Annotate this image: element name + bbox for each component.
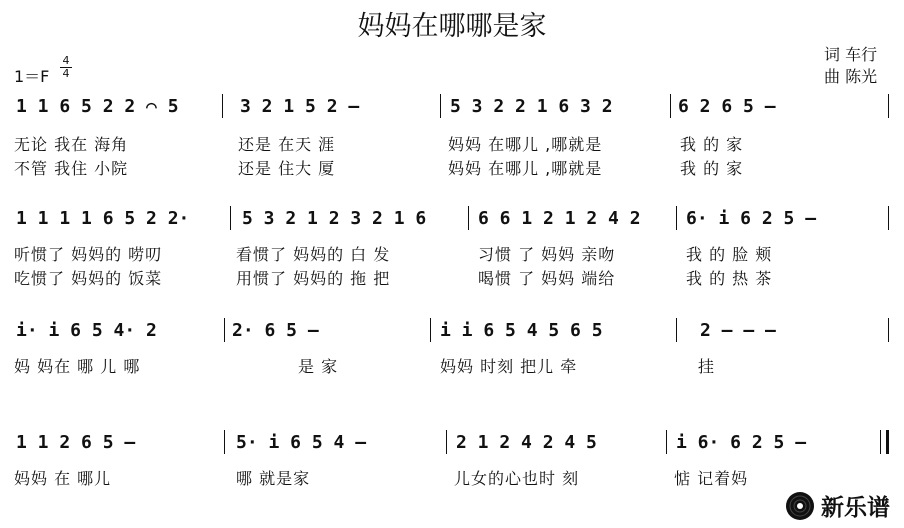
lyric-verse-2: 我 的 家 <box>680 159 744 178</box>
bar-line <box>224 430 225 454</box>
lyric-verse-1: 听惯了 妈妈的 唠叨 <box>14 245 163 264</box>
bar-line <box>888 206 889 230</box>
measure: i· i 6 5 4· 2 <box>16 320 157 341</box>
lyric-line: 妈 妈在 哪 儿 哪 <box>14 357 141 376</box>
lyric-verse-2: 我 的 热 茶 <box>686 269 773 288</box>
bar-line <box>446 430 447 454</box>
measure: 1 1 1 1 6 5 2 2· <box>16 208 190 229</box>
lyric-verse-1: 我 的 家 <box>680 135 744 154</box>
logo-text: 新乐谱 <box>821 495 890 521</box>
lyric-line: 妈妈 时刻 把儿 牵 <box>440 357 578 376</box>
measure: 5 3 2 2 1 6 3 2 <box>450 96 613 117</box>
bar-line <box>468 206 469 230</box>
vinyl-record-icon <box>785 491 815 521</box>
bar-line <box>222 94 223 118</box>
lyric-verse-2: 喝惯 了 妈妈 端给 <box>478 269 616 288</box>
measure: i 6· 6 2 5 – <box>676 432 807 453</box>
lyric-verse-1: 看惯了 妈妈的 白 发 <box>236 245 391 264</box>
measure: 6· i 6 2 5 – <box>686 208 817 229</box>
lyric-line: 哪 就是家 <box>236 469 311 488</box>
bar-line <box>230 206 231 230</box>
measure: 2 – – – <box>700 320 776 341</box>
measure: 1 1 6 5 2 2 ⌒ 5 <box>16 96 179 117</box>
lyric-line: 挂 <box>698 357 716 376</box>
measure: i i 6 5 4 5 6 5 <box>440 320 603 341</box>
bar-line <box>676 318 677 342</box>
bar-line <box>440 94 441 118</box>
bar-line <box>888 318 889 342</box>
measure: 5 3 2 1 2 3 2 1 6 <box>242 208 427 229</box>
lyric-verse-2: 不管 我住 小院 <box>14 159 129 178</box>
bar-line <box>224 318 225 342</box>
lyric-verse-1: 还是 在天 涯 <box>238 135 336 154</box>
time-signature <box>60 55 72 80</box>
lyric-verse-2: 吃惯了 妈妈的 饭菜 <box>14 269 163 288</box>
lyric-line: 儿女的心也时 刻 <box>454 469 580 488</box>
song-title: 妈妈在哪哪是家 <box>357 11 547 42</box>
time-signature-bottom: 4 <box>60 67 72 80</box>
bar-line <box>888 94 889 118</box>
site-logo <box>785 489 890 522</box>
measure: 6 2 6 5 – <box>678 96 776 117</box>
lyric-verse-2: 妈妈 在哪儿 ,哪就是 <box>448 159 603 178</box>
bar-line <box>676 206 677 230</box>
lyric-verse-2: 用惯了 妈妈的 拖 把 <box>236 269 391 288</box>
lyric-verse-1: 无论 我在 海角 <box>14 135 129 154</box>
lyric-verse-1: 妈妈 在哪儿 ,哪就是 <box>448 135 603 154</box>
bar-line <box>666 430 667 454</box>
lyric-verse-1: 我 的 脸 颊 <box>686 245 773 264</box>
lyricist-credit: 词 车行 <box>824 45 878 64</box>
lyric-line: 惦 记着妈 <box>674 469 749 488</box>
bar-line <box>670 94 671 118</box>
bar-line <box>430 318 431 342</box>
measure: 3 2 1 5 2 – <box>240 96 360 117</box>
lyric-line: 是 家 <box>298 357 339 376</box>
composer-credit: 曲 陈光 <box>824 67 878 86</box>
time-signature-top: 4 <box>62 54 70 67</box>
lyric-verse-1: 习惯 了 妈妈 亲吻 <box>478 245 616 264</box>
measure: 2 1 2 4 2 4 5 <box>456 432 597 453</box>
lyric-line: 妈妈 在 哪儿 <box>14 469 112 488</box>
measure: 6 6 1 2 1 2 4 2 <box>478 208 641 229</box>
final-bar-line-thin <box>880 430 881 454</box>
measure: 5· i 6 5 4 – <box>236 432 367 453</box>
measure: 1 1 2 6 5 – <box>16 432 136 453</box>
measure: 2· 6 5 – <box>232 320 319 341</box>
lyric-verse-2: 还是 住大 厦 <box>238 159 336 178</box>
final-bar-line-thick <box>886 430 889 454</box>
key-signature: 1＝F <box>14 67 50 86</box>
